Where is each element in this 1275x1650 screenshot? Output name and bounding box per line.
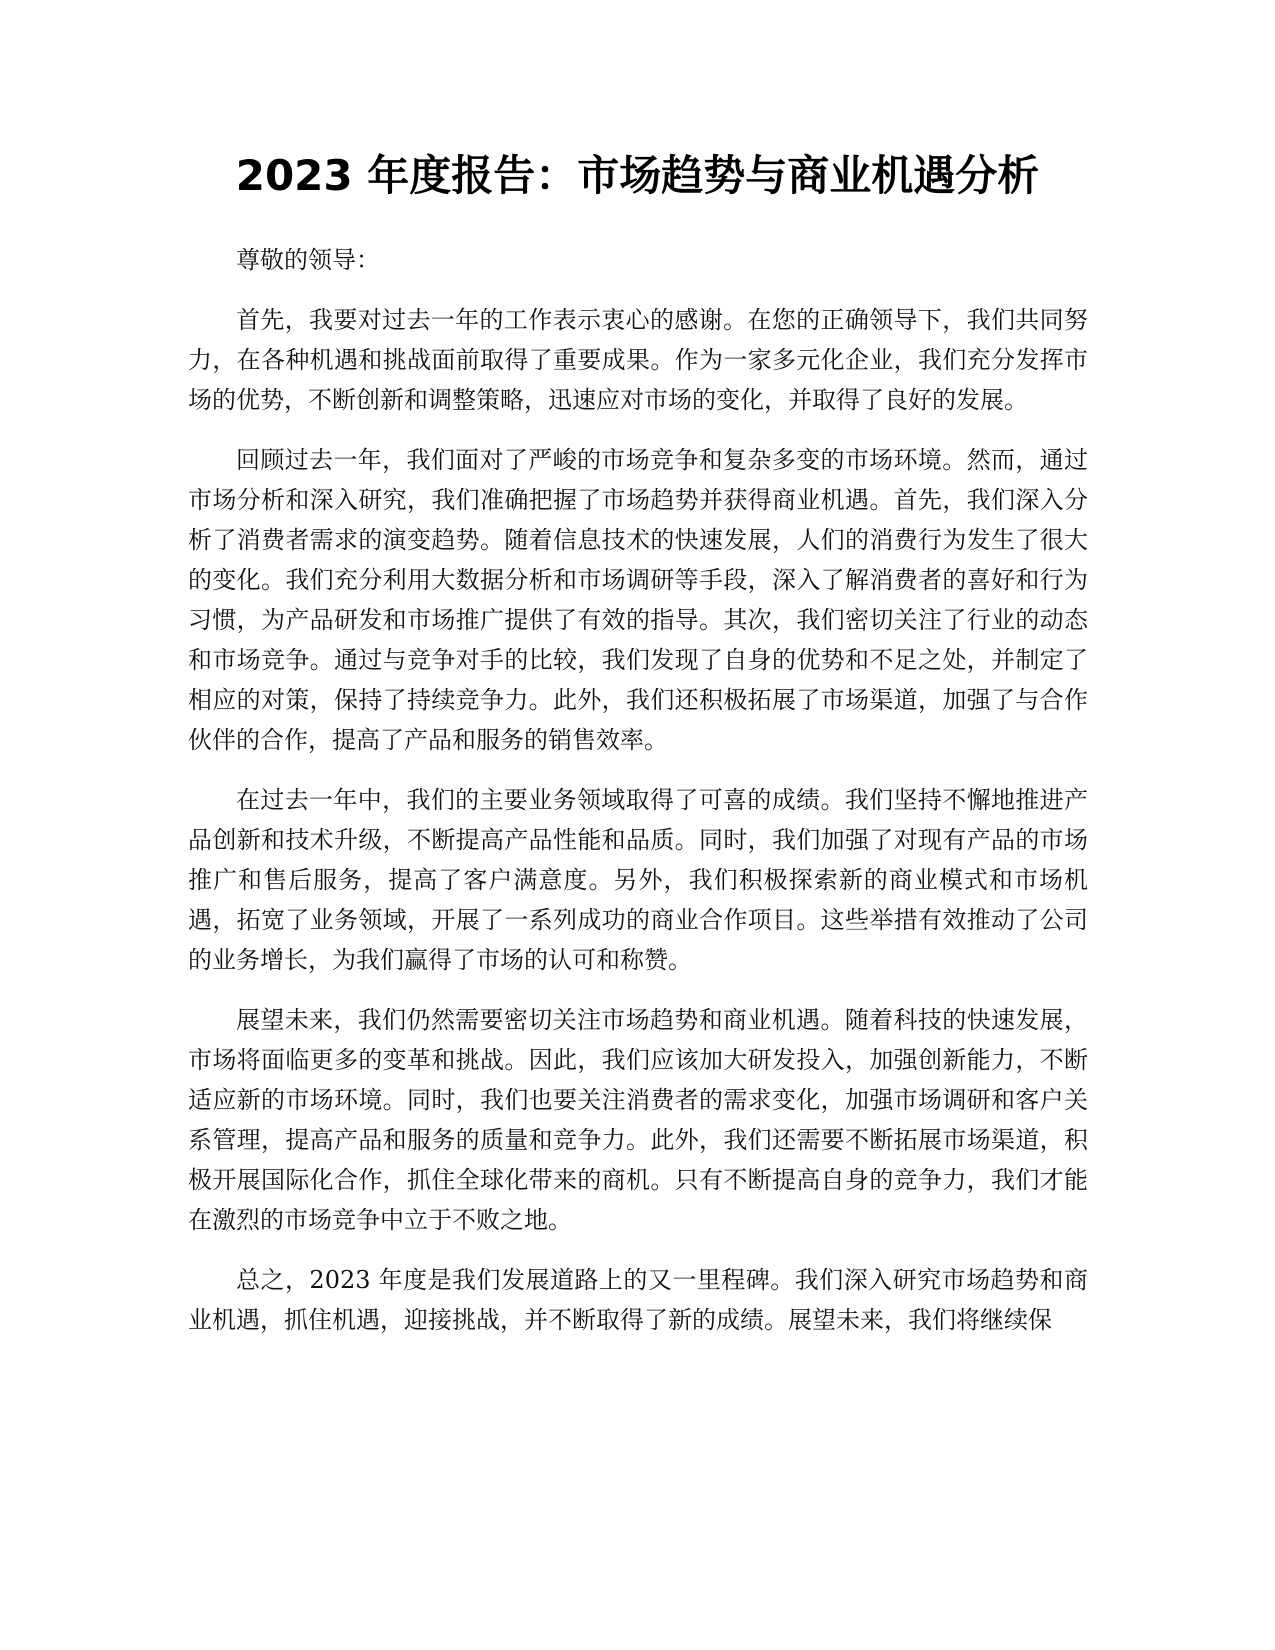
document-title: 2023 年度报告：市场趋势与商业机遇分析 <box>235 151 1040 200</box>
document-body <box>188 240 1088 1360</box>
salutation: 尊敬的领导： <box>236 246 380 274</box>
paragraph: 总之，2023 年度是我们发展道路上的又一里程碑。我们深入研究市场趋势和商业机遇，抓住机遇，迎接挑战，并不断取得了新的成绩。展望未来，我们将继续保 <box>188 1266 1088 1334</box>
paragraph: 回顾过去一年，我们面对了严峻的市场竞争和复杂多变的市场环境。然而，通过市场分析和深入研究，我们准确把握了市场趋势并获得商业机遇。首先，我们深入分析了消费者需求的演变趋势。随着信息技术的快速发展，人们的消费行为发生了很大的变化。我们充分利用大数据分析和市场调研等手段，深入了解消费者的喜好和行为习惯，为产品研发和市场推广提供了有效的指导。其次，我们密切关注了行业的动态和市场竞争。通过与竞争对手的比较，我们发现了自身的优势和不足之处，并制定了相应的对策，保持了持续竞争力。此外，我们还积极拓展了市场渠道，加强了与合作伙伴的合作，提高了产品和服务的销售效率。 <box>188 446 1088 754</box>
paragraph: 在过去一年中，我们的主要业务领域取得了可喜的成绩。我们坚持不懈地推进产品创新和技术升级，不断提高产品性能和品质。同时，我们加强了对现有产品的市场推广和售后服务，提高了客户满意度。另外，我们积极探索新的商业模式和市场机遇，拓宽了业务领域，开展了一系列成功的商业合作项目。这些举措有效推动了公司的业务增长，为我们赢得了市场的认可和称赞。 <box>188 786 1088 974</box>
paragraph: 首先，我要对过去一年的工作表示衷心的感谢。在您的正确领导下，我们共同努力，在各种机遇和挑战面前取得了重要成果。作为一家多元化企业，我们充分发挥市场的优势，不断创新和调整策略，迅速应对市场的变化，并取得了良好的发展。 <box>188 306 1088 414</box>
paragraph: 展望未来，我们仍然需要密切关注市场趋势和商业机遇。随着科技的快速发展，市场将面临更多的变革和挑战。因此，我们应该加大研发投入，加强创新能力，不断适应新的市场环境。同时，我们也要关注消费者的需求变化，加强市场调研和客户关系管理，提高产品和服务的质量和竞争力。此外，我们还需要不断拓展市场渠道，积极开展国际化合作，抓住全球化带来的商机。只有不断提高自身的竞争力，我们才能在激烈的市场竞争中立于不败之地。 <box>188 1006 1088 1234</box>
